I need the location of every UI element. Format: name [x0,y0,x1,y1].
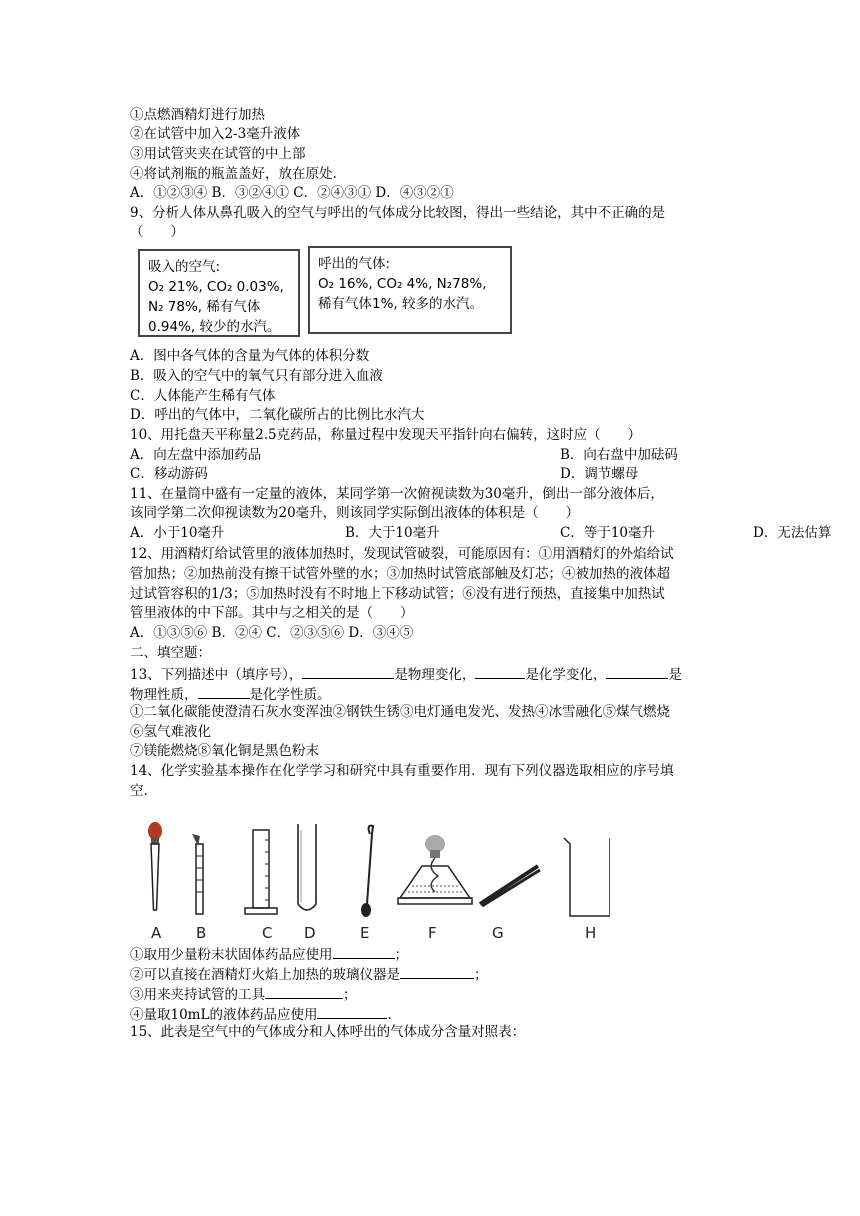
q14-blank-line-3 [130,984,357,1005]
apparatus-figure [130,820,610,922]
graduated-cylinder-icon [245,830,277,914]
beaker-icon [564,838,610,916]
q8-step-1: ①点燃酒精灯进行加热 [130,107,265,123]
q9-option-c: C．人体能产生稀有气体 [130,388,276,404]
q14-blank-4[interactable] [317,1004,387,1019]
q13-text-6: 是化学性质。 [249,687,331,703]
q14-text-4-end: . [387,1007,392,1023]
inhaled-line-2: N₂ 78%, 稀有气体 [148,299,261,315]
q9-option-b: B．吸入的空气中的氧气只有部分进入血液 [130,368,383,384]
inhaled-line-3: 0.94%, 较少的水汽。 [148,319,281,335]
q11-option-a: A．小于10毫升 [130,525,225,541]
q13-blank-chemical-property[interactable] [198,684,250,699]
q12-line-1: 12、用酒精灯给试管里的液体加热时，发现试管破裂，可能原因有：①用酒精灯的外焰给试 [130,546,674,562]
dropper-icon [148,822,162,910]
q14-blank-3[interactable] [265,984,343,999]
q12-line-2: 管加热；②加热前没有擦干试管外壁的水；③加热时试管底部触及灯芯；④被加热的液体超 [130,566,670,582]
q10-option-c: C．移动游码 [130,466,208,482]
q13-line-1 [130,664,682,685]
q8-step-4: ④将试剂瓶的瓶盖盖好，放在原处. [130,166,337,182]
q13-line-4: ⑥氢气难液化 [130,724,211,740]
q13-text-2: 是物理变化， [394,667,476,683]
q15-stem: 15、此表是空气中的气体成分和人体呼出的气体成分含量对照表： [130,1024,526,1040]
q13-text-3: 是化学变化， [525,667,607,683]
q12-line-3: 过试管容积的1/3；⑤加热时没有不时地上下移动试管；⑥没有进行预热，直接集中加热试 [130,586,665,602]
apparatus-label-g: G [492,924,504,942]
combustion-spoon-icon [361,826,373,917]
q14-text-3-end: ； [343,987,357,1003]
q8-options: A．①②③④ B．③②④① C．②④③① D．④③②① [130,185,454,201]
q13-text-4: 是 [668,667,682,683]
q13-text-1: 13、下列描述中（填序号）， [130,667,303,683]
q8-step-3: ③用试管夹夹在试管的中上部 [130,146,306,162]
q13-line-3: ①二氧化碳能使澄清石灰水变浑浊②钢铁生锈③电灯通电发光、发热④冰雪融化⑤煤气燃烧 [130,704,670,720]
apparatus-label-h: H [585,924,597,942]
section-fill-in: 二、填空题： [130,645,211,661]
q14-line-2: 空. [130,783,148,799]
q14-text-4: ④量取10mL的液体药品应使用 [130,1007,318,1023]
q10-stem: 10、用托盘天平称量2.5克药品，称量过程中发现天平指针向右偏转，这时应（ ） [130,427,642,443]
q9-stem-paren: （ ） [130,224,184,240]
apparatus-label-d: D [304,924,316,942]
q13-blank-physical-property[interactable] [606,664,668,679]
q8-step-2: ②在试管中加入2-3毫升液体 [130,126,301,142]
q13-blank-physical-change[interactable] [302,664,394,679]
q13-line-5: ⑦镁能燃烧⑧氧化铜是黑色粉末 [130,743,319,759]
q10-option-d: D．调节螺母 [560,466,639,482]
exhaled-air-box [308,246,512,334]
apparatus-label-c: C [262,924,273,942]
q13-blank-chemical-change[interactable] [475,664,525,679]
q11-option-d: D．无法估算 [753,525,832,541]
spatula-icon [192,834,203,914]
inhaled-line-1: O₂ 21%, CO₂ 0.03%, [148,279,284,295]
q14-line-1: 14、化学实验基本操作在化学学习和研究中具有重要作用．现有下列仪器选取相应的序号填 [130,763,674,779]
q13-text-5: 物理性质， [130,687,198,703]
q13-line-2 [130,684,331,705]
q11-stem-1: 11、在量筒中盛有一定量的液体，某同学第一次俯视读数为30毫升，倒出一部分液体后， [130,486,664,502]
q9-stem: 9、分析人体从鼻孔吸入的空气与呼出的气体成分比较图，得出一些结论，其中不正确的是 [130,205,666,221]
exhaled-line-2: 稀有气体1%, 较多的水汽。 [318,296,483,312]
tweezers-icon [480,866,540,906]
q14-text-2: ②可以直接在酒精灯火焰上加热的玻璃仪器是 [130,967,400,983]
q14-text-2-end: ； [474,967,488,983]
q12-line-4: 管里液体的中下部。其中与之相关的是（ ） [130,605,414,621]
q11-option-c: C．等于10毫升 [560,525,656,541]
q14-text-1-end: ； [394,947,408,963]
apparatus-label-a: A [151,924,162,942]
inhaled-title: 吸入的空气: [148,259,221,275]
inhaled-air-box [138,249,300,337]
q14-text-3: ③用来夹持试管的工具 [130,987,265,1003]
q10-option-b: B．向右盘中加砝码 [560,447,678,463]
exhaled-line-1: O₂ 16%, CO₂ 4%, N₂78%, [318,276,487,292]
q10-option-a: A．向左盘中添加药品 [130,447,262,463]
apparatus-label-f: F [428,924,437,942]
q14-blank-1[interactable] [333,944,395,959]
q14-blank-2[interactable] [400,964,474,979]
apparatus-label-e: E [360,924,370,942]
q14-blank-line-4 [130,1004,392,1025]
alcohol-lamp-icon [398,835,472,904]
q11-stem-2: 该同学第二次仰视读数为20毫升，则该同学实际倒出液体的体积是（ ） [130,505,580,521]
q14-blank-line-1 [130,944,408,965]
q14-blank-line-2 [130,964,488,985]
q11-option-b: B．大于10毫升 [345,525,440,541]
q14-text-1: ①取用少量粉末状固体药品应使用 [130,947,333,963]
apparatus-label-b: B [196,924,207,942]
q12-options: A．①③⑤⑥ B．②④ C．②③⑤⑥ D．③④⑤ [130,625,414,641]
q9-option-d: D．呼出的气体中，二氧化碳所占的比例比水汽大 [130,407,425,423]
test-tube-icon [298,824,316,910]
q9-option-a: A．图中各气体的含量为气体的体积分数 [130,348,370,364]
exhaled-title: 呼出的气体: [318,256,391,272]
